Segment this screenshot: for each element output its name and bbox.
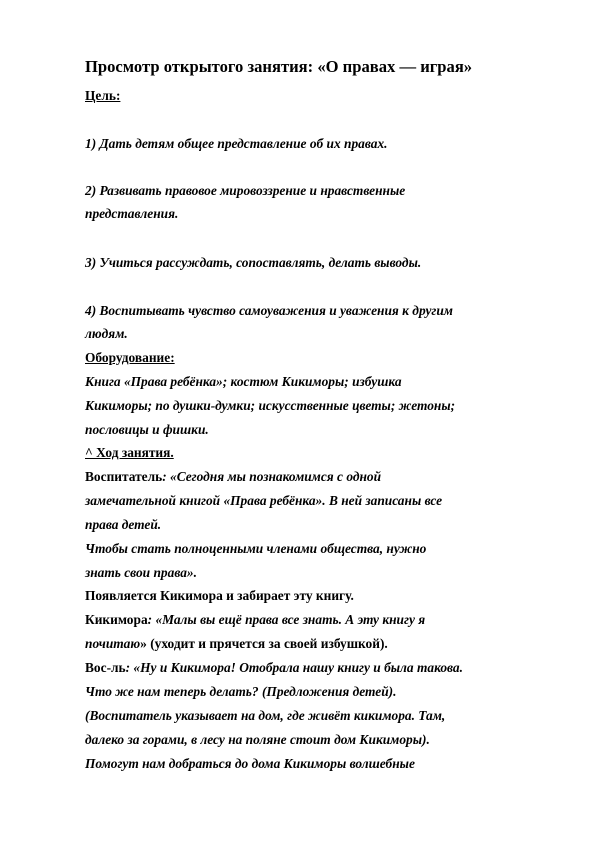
- equipment-line-3: пословицы и фишки.: [85, 422, 209, 437]
- lesson-line-4: Чтобы стать полноценными членами общества, нужно: [85, 541, 427, 556]
- equipment-line-1: Книга «Права ребёнка»; костюм Кикиморы; избушка: [85, 374, 402, 389]
- goal-item-2-line-2: представления.: [85, 206, 179, 221]
- lesson-line-3: права детей.: [85, 517, 162, 532]
- lesson-line-13: Помогут нам добраться до дома Кикиморы волшебные: [85, 756, 415, 771]
- speaker-label: Воспитатель: [85, 469, 163, 484]
- lesson-heading: ^ Ход занятия.: [85, 445, 174, 460]
- page-title: Просмотр открытого занятия: «О правах — играя»: [85, 57, 473, 76]
- speech-text: : «Сегодня мы познакомимся с одной: [162, 469, 382, 484]
- goal-item-4-line-2: людям.: [85, 326, 128, 341]
- goal-heading: Цель:: [85, 88, 121, 103]
- goal-item-2-line-1: 2) Развивать правовое мировоззрение и нравственные: [85, 183, 406, 198]
- lesson-line-9: [85, 659, 463, 677]
- lesson-line-8: [85, 635, 388, 653]
- lesson-line-2: замечательной книгой «Права ребёнка». В ней записаны все: [85, 493, 443, 508]
- speech-text: почитаю: [85, 636, 141, 651]
- goal-item-1: 1) Дать детям общее представление об их правах.: [85, 136, 388, 151]
- equipment-line-2: Кикиморы; по душки-думки; искусственные цветы; жетоны;: [85, 398, 456, 413]
- stage-direction: » (уходит и прячется за своей избушкой).: [140, 636, 388, 651]
- lesson-line-10: Что же нам теперь делать? (Предложения детей).: [85, 684, 397, 699]
- lesson-line-5: знать свои права».: [85, 565, 197, 580]
- speaker-label: Кикимора: [85, 612, 148, 627]
- lesson-line-1: [85, 468, 381, 486]
- lesson-line-7: [85, 611, 425, 629]
- speech-text: : «Малы вы ещё права все знать. А эту книгу я: [147, 612, 426, 627]
- equipment-heading: Оборудование:: [85, 350, 175, 365]
- speaker-label: Вос-ль: [85, 660, 126, 675]
- lesson-line-12: далеко за горами, в лесу на поляне стоит дом Кикиморы).: [85, 732, 430, 747]
- lesson-line-6: Появляется Кикимора и забирает эту книгу.: [85, 588, 354, 603]
- goal-item-4-line-1: 4) Воспитывать чувство самоуважения и уважения к другим: [85, 303, 453, 318]
- speech-text: : «Ну и Кикимора! Отобрала нашу книгу и была такова.: [125, 660, 463, 675]
- lesson-line-11: (Воспитатель указывает на дом, где живёт кикимора. Там,: [85, 708, 446, 723]
- goal-item-3: 3) Учиться рассуждать, сопоставлять, делать выводы.: [85, 255, 422, 270]
